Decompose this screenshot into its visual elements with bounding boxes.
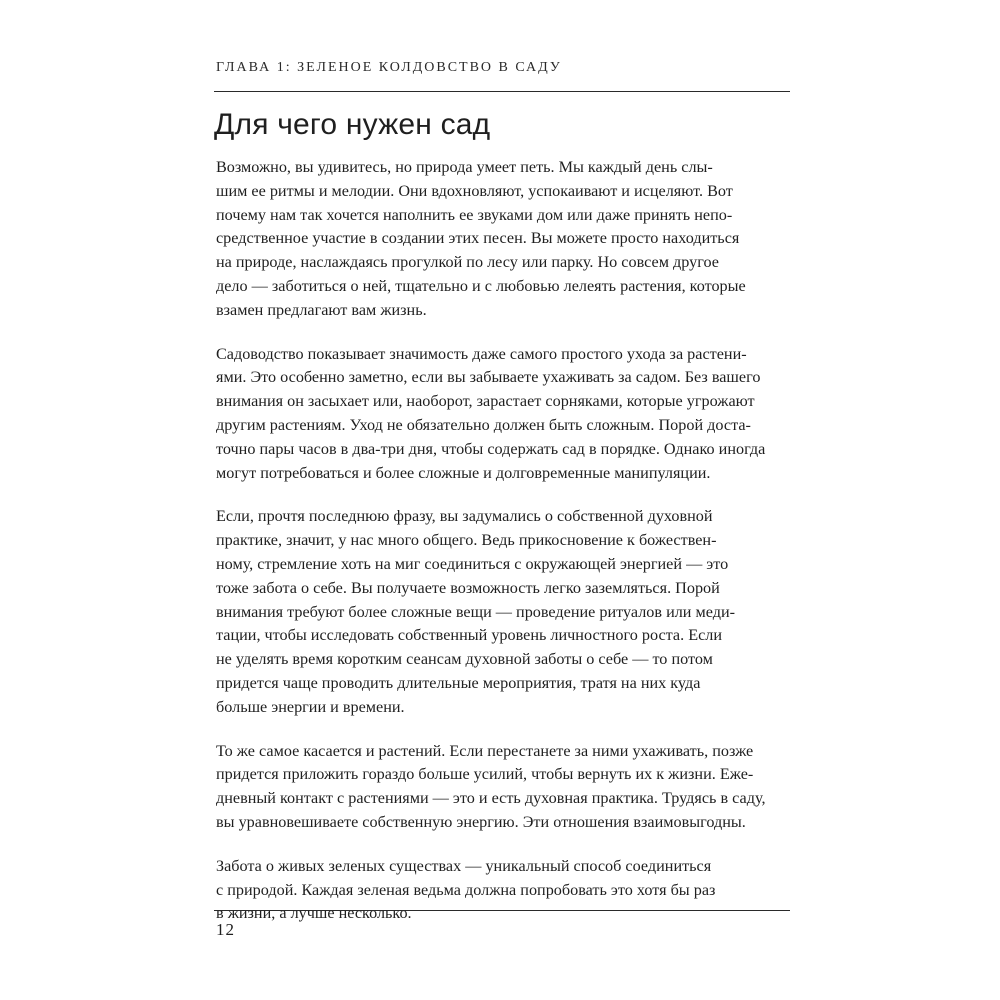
text-line: другим растениям. Уход не обязательно должен быть сложным. Порой доста- (216, 415, 751, 434)
text-line: практике, значит, у нас много общего. Ведь прикосновение к божествен- (216, 531, 717, 550)
body-text (216, 156, 796, 946)
text-line: шим ее ритмы и мелодии. Они вдохновляют, успокаивают и исцеляют. Вот (216, 181, 733, 200)
text-line: Забота о живых зеленых существах — уникальный способ соединиться (216, 856, 712, 875)
text-line: в жизни, а лучше несколько. (216, 904, 412, 923)
paragraph (216, 156, 796, 323)
text-line: на природе, наслаждаясь прогулкой по лесу или парку. Но совсем другое (216, 253, 719, 272)
footer-rule (214, 910, 790, 911)
running-head: ГЛАВА 1: ЗЕЛЕНОЕ КОЛДОВСТВО В САДУ (216, 60, 562, 75)
text-line: дневный контакт с растениями — это и есть духовная практика. Трудясь в саду, (216, 789, 766, 808)
text-line: Возможно, вы удивитесь, но природа умеет петь. Мы каждый день слы- (216, 158, 713, 176)
text-line: почему нам так хочется наполнить ее звуками дом или даже принять непо- (216, 205, 733, 224)
text-line: с природой. Каждая зеленая ведьма должна попробовать это хотя бы раз (216, 880, 716, 899)
text-line: Садоводство показывает значимость даже самого простого ухода за растени- (216, 344, 747, 363)
text-line: внимания он засыхает или, наоборот, зарастает сорняками, которые угрожают (216, 392, 755, 411)
header-rule (214, 91, 790, 92)
text-line: взамен предлагают вам жизнь. (216, 300, 427, 319)
text-line: ному, стремление хоть на миг соединиться с окружающей энергией — это (216, 554, 729, 573)
text-line: больше энергии и времени. (216, 697, 405, 716)
text-line: дело — заботиться о ней, тщательно и с любовью лелеять растения, которые (216, 276, 746, 295)
text-line: тоже забота о себе. Вы получаете возможность легко заземляться. Порой (216, 578, 720, 597)
page-number: 12 (216, 920, 235, 939)
text-line: То же самое касается и растений. Если перестанете за ними ухаживать, позже (216, 741, 754, 760)
text-line: Если, прочтя последнюю фразу, вы задумались о собственной духовной (216, 507, 713, 526)
text-line: тации, чтобы исследовать собственный уровень личностного роста. Если (216, 626, 723, 645)
text-line: ями. Это особенно заметно, если вы забываете ухаживать за садом. Без вашего (216, 368, 761, 387)
paragraph (216, 505, 796, 719)
paragraph (216, 740, 796, 835)
text-line: придется приложить гораздо больше усилий, чтобы вернуть их к жизни. Еже- (216, 765, 754, 784)
paragraph (216, 855, 796, 926)
text-line: придется чаще проводить длительные мероприятия, тратя на них куда (216, 673, 701, 692)
text-line: могут потребоваться и более сложные и долговременные манипуляции. (216, 463, 711, 482)
text-line: точно пары часов в два-три дня, чтобы содержать сад в порядке. Однако иногда (216, 439, 766, 458)
paragraph (216, 343, 796, 486)
section-title: Для чего нужен сад (214, 108, 491, 141)
text-line: внимания требуют более сложные вещи — проведение ритуалов или меди- (216, 602, 736, 621)
text-line: не уделять время коротким сеансам духовной заботы о себе — то потом (216, 650, 713, 669)
text-line: вы уравновешиваете собственную энергию. Эти отношения взаимовыгодны. (216, 812, 746, 831)
text-line: средственное участие в создании этих песен. Вы можете просто находиться (216, 229, 740, 248)
